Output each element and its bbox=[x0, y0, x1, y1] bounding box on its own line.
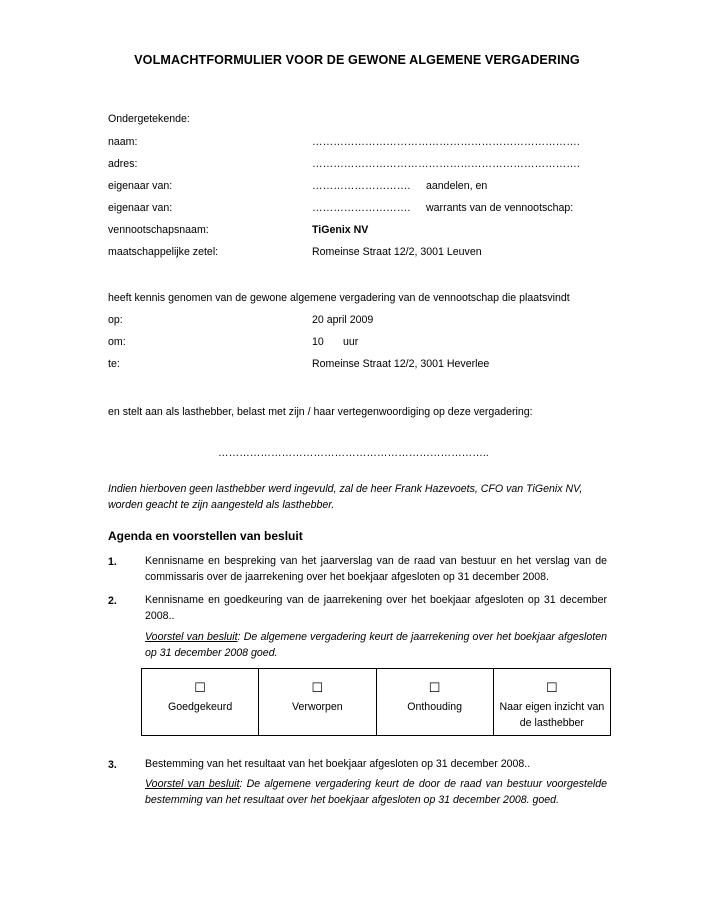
meeting-place-label: te: bbox=[108, 358, 120, 370]
vote-option-label: Onthouding bbox=[407, 701, 463, 713]
vote-option-label: Goedgekeurd bbox=[168, 701, 233, 713]
checkbox-icon[interactable]: ☐ bbox=[311, 680, 324, 695]
document-title: VOLMACHTFORMULIER VOOR DE GEWONE ALGEMENE VERGADERING bbox=[134, 53, 580, 67]
agenda-item-2-proposal bbox=[145, 629, 607, 661]
proxy-appoint-text: en stelt aan als lasthebber, belast met zijn / haar vertegenwoordiging op deze vergadering: bbox=[108, 406, 533, 418]
name-label: naam: bbox=[108, 136, 138, 148]
agenda-item-2-text: Kennisname en goedkeuring van de jaarrekening over het boekjaar afgesloten op 31 december 2008.. bbox=[145, 594, 607, 622]
proxy-note-line1: Indien hierboven geen lasthebber werd ingevuld, zal de heer Frank Hazevoets, CFO van TiGenix NV, bbox=[108, 483, 583, 495]
undersigned-heading: Ondergetekende: bbox=[108, 113, 190, 125]
shares-owner-label: eigenaar van: bbox=[108, 180, 173, 192]
vote-option-label: Naar eigen inzicht van de lasthebber bbox=[499, 701, 605, 729]
vote-option-abstain[interactable] bbox=[376, 669, 493, 736]
meeting-place-value: Romeinse Straat 12/2, 3001 Heverlee bbox=[312, 358, 490, 370]
address-field[interactable]: …………………………………………………………………. bbox=[312, 158, 580, 170]
proposal-label: Voorstel van besluit bbox=[145, 631, 238, 643]
vote-option-rejected[interactable] bbox=[259, 669, 376, 736]
agenda-heading: Agenda en voorstellen van besluit bbox=[108, 529, 303, 543]
meeting-time-value: 10 bbox=[312, 336, 324, 348]
meeting-date-label: op: bbox=[108, 314, 123, 326]
checkbox-icon[interactable]: ☐ bbox=[194, 680, 206, 695]
vote-table bbox=[141, 668, 611, 736]
agenda-item-1-text: Kennisname en bespreking van het jaarverslag van de raad van bestuur en het verslag van de commissaris over de jaarrekening over het boekjaar afgesloten op 31 december 2008. bbox=[145, 555, 607, 583]
shares-count-field[interactable]: ………………………. bbox=[312, 180, 411, 192]
meeting-time-unit: uur bbox=[343, 336, 359, 348]
registered-office-label: maatschappelijke zetel: bbox=[108, 246, 219, 258]
shares-suffix: aandelen, en bbox=[426, 180, 488, 192]
agenda-item-3-number: 3. bbox=[108, 759, 117, 771]
checkbox-icon[interactable]: ☐ bbox=[428, 680, 441, 695]
proposal-text: : De algemene vergadering keurt de jaarrekening over het boekjaar afgesloten op 31 december 2008 goed. bbox=[145, 631, 607, 659]
checkbox-icon[interactable]: ☐ bbox=[546, 680, 558, 695]
vote-option-label: Verworpen bbox=[292, 701, 343, 713]
agenda-item-3-text: Bestemming van het resultaat van het boekjaar afgesloten op 31 december 2008.. bbox=[145, 758, 531, 770]
warrants-owner-label: eigenaar van: bbox=[108, 202, 173, 214]
company-name-value: TiGenix NV bbox=[312, 224, 369, 236]
address-label: adres: bbox=[108, 158, 138, 170]
proxy-holder-field[interactable]: ………………………………………………………………….. bbox=[218, 447, 489, 459]
warrants-count-field[interactable]: ………………………. bbox=[312, 202, 411, 214]
registered-office-value: Romeinse Straat 12/2, 3001 Leuven bbox=[312, 246, 482, 258]
warrants-suffix: warrants van de vennootschap: bbox=[426, 202, 574, 214]
proxy-note-line2: worden geacht te zijn aangesteld als lasthebber. bbox=[108, 499, 335, 511]
proposal-label: Voorstel van besluit bbox=[145, 778, 240, 790]
agenda-item-2-number: 2. bbox=[108, 595, 117, 607]
vote-option-proxy-discretion[interactable] bbox=[493, 669, 610, 736]
meeting-date-value: 20 april 2009 bbox=[312, 314, 374, 326]
name-field[interactable]: …………………………………………………………………. bbox=[312, 136, 580, 148]
company-name-label: vennootschapsnaam: bbox=[108, 224, 209, 236]
agenda-item-3-proposal bbox=[145, 776, 607, 808]
agenda-item-1-number: 1. bbox=[108, 556, 117, 568]
vote-option-approved[interactable] bbox=[142, 669, 259, 736]
meeting-time-label: om: bbox=[108, 336, 126, 348]
meeting-intro: heeft kennis genomen van de gewone algemene vergadering van de vennootschap die plaatsvindt bbox=[108, 292, 570, 304]
proposal-text: : De algemene vergadering keurt de door de raad van bestuur voorgestelde bestemming van het resultaat over het boekjaar afgesloten op 31 december 2008. goed. bbox=[145, 778, 607, 806]
